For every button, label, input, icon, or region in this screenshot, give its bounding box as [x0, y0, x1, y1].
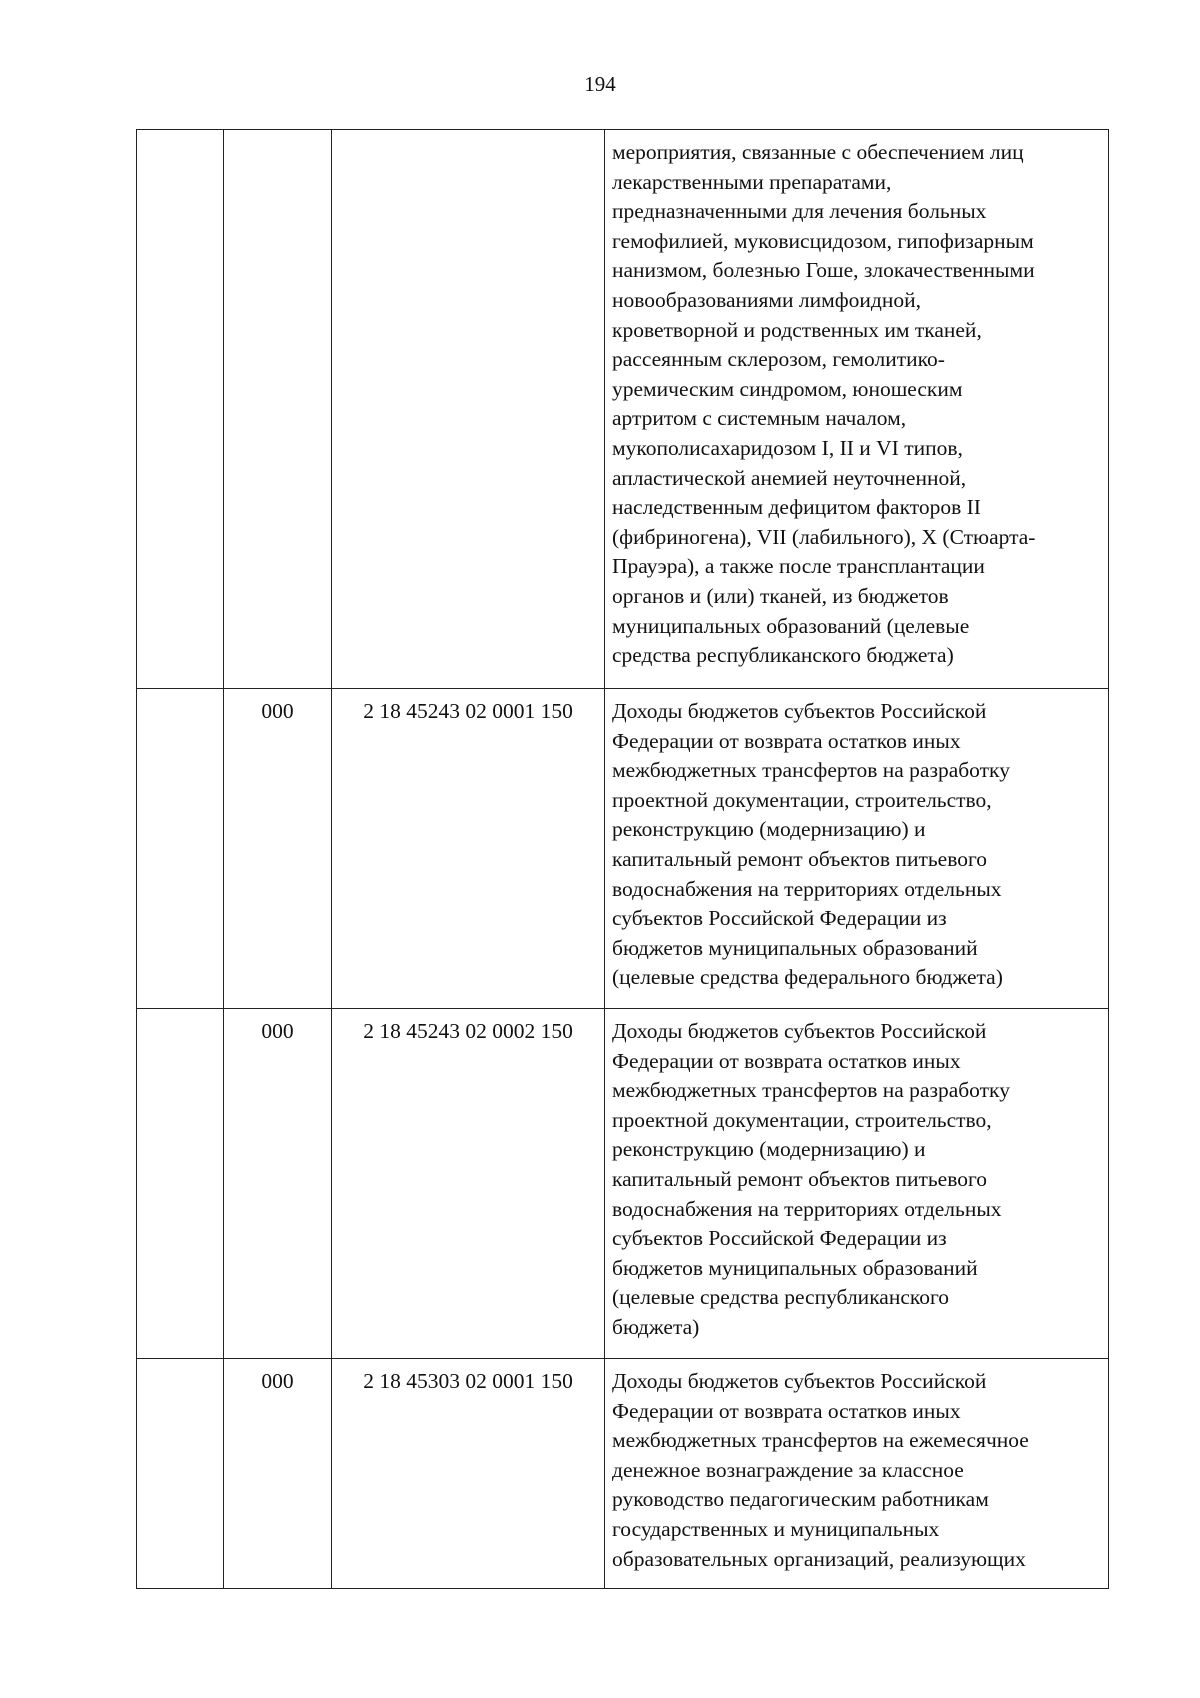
description-cell: [605, 1009, 1109, 1359]
budget-code: [332, 130, 604, 146]
description-cell: [605, 130, 1109, 689]
admin-code: [224, 130, 331, 146]
blank-cell: [137, 1359, 224, 1589]
table-row: [137, 1359, 1109, 1589]
budget-code: 2 18 45303 02 0001 150: [363, 1369, 573, 1393]
description-text: Доходы бюджетов субъектов Российской Федерации от возврата остатков иных межбюджетных трансфертов на ежемесячное денежное вознаграждение за классное руководство педагогическим работникам государственных и муниципальных образовательных организаций, реализующих: [612, 1369, 1029, 1571]
blank-cell: [137, 689, 224, 1009]
budget-code: 2 18 45243 02 0002 150: [363, 1019, 573, 1043]
blank-cell: [137, 130, 224, 689]
table-row: [137, 1009, 1109, 1359]
budget-code-cell: [332, 689, 605, 1009]
table-row: [137, 130, 1109, 689]
admin-code-cell: [224, 1009, 332, 1359]
admin-code-cell: [224, 130, 332, 689]
description-text: мероприятия, связанные с обеспечением лиц лекарственными препаратами, предназначенными для лечения больных гемофилией, муковисцидозом, гипофизарным нанизмом, болезнью Гоше, злокачественными новообразованиями лимфоидной, кроветворной и родственных им тканей, рассеянным склерозом, гемолитико- уремическим синдромом, юношеским артритом с системным началом, мукополисахаридозом I, II и VI типов, апластической анемией неуточненной, наследственным дефицитом факторов II (фибриногена), VII (лабильного), X (Стюарта- Прауэра), а также после трансплантации органов и (или) тканей, из бюджетов муниципальных образований (целевые средства республиканского бюджета): [612, 140, 1036, 668]
budget-code-cell: [332, 1359, 605, 1589]
admin-code: 000: [261, 1019, 294, 1043]
page-number: 194: [584, 72, 616, 96]
description-cell: [605, 689, 1109, 1009]
budget-code: 2 18 45243 02 0001 150: [363, 699, 573, 723]
admin-code-cell: [224, 689, 332, 1009]
description-text: Доходы бюджетов субъектов Российской Федерации от возврата остатков иных межбюджетных трансфертов на разработку проектной документации, строительство, реконструкцию (модернизацию) и капитальный ремонт объектов питьевого водоснабжения на территориях отдельных субъектов Российской Федерации из бюджетов муниципальных образований (целевые средства федерального бюджета): [612, 699, 1010, 990]
description-cell: [605, 1359, 1109, 1589]
blank-cell: [137, 1009, 224, 1359]
table-row: [137, 689, 1109, 1009]
budget-code-cell: [332, 130, 605, 689]
description-text: Доходы бюджетов субъектов Российской Федерации от возврата остатков иных межбюджетных трансфертов на разработку проектной документации, строительство, реконструкцию (модернизацию) и капитальный ремонт объектов питьевого водоснабжения на территориях отдельных субъектов Российской Федерации из бюджетов муниципальных образований (целевые средства республиканского бюджета): [612, 1019, 1010, 1339]
budget-code-cell: [332, 1009, 605, 1359]
admin-code-cell: [224, 1359, 332, 1589]
admin-code: 000: [261, 1369, 294, 1393]
admin-code: 000: [261, 699, 294, 723]
budget-codes-table: [136, 129, 1109, 1589]
